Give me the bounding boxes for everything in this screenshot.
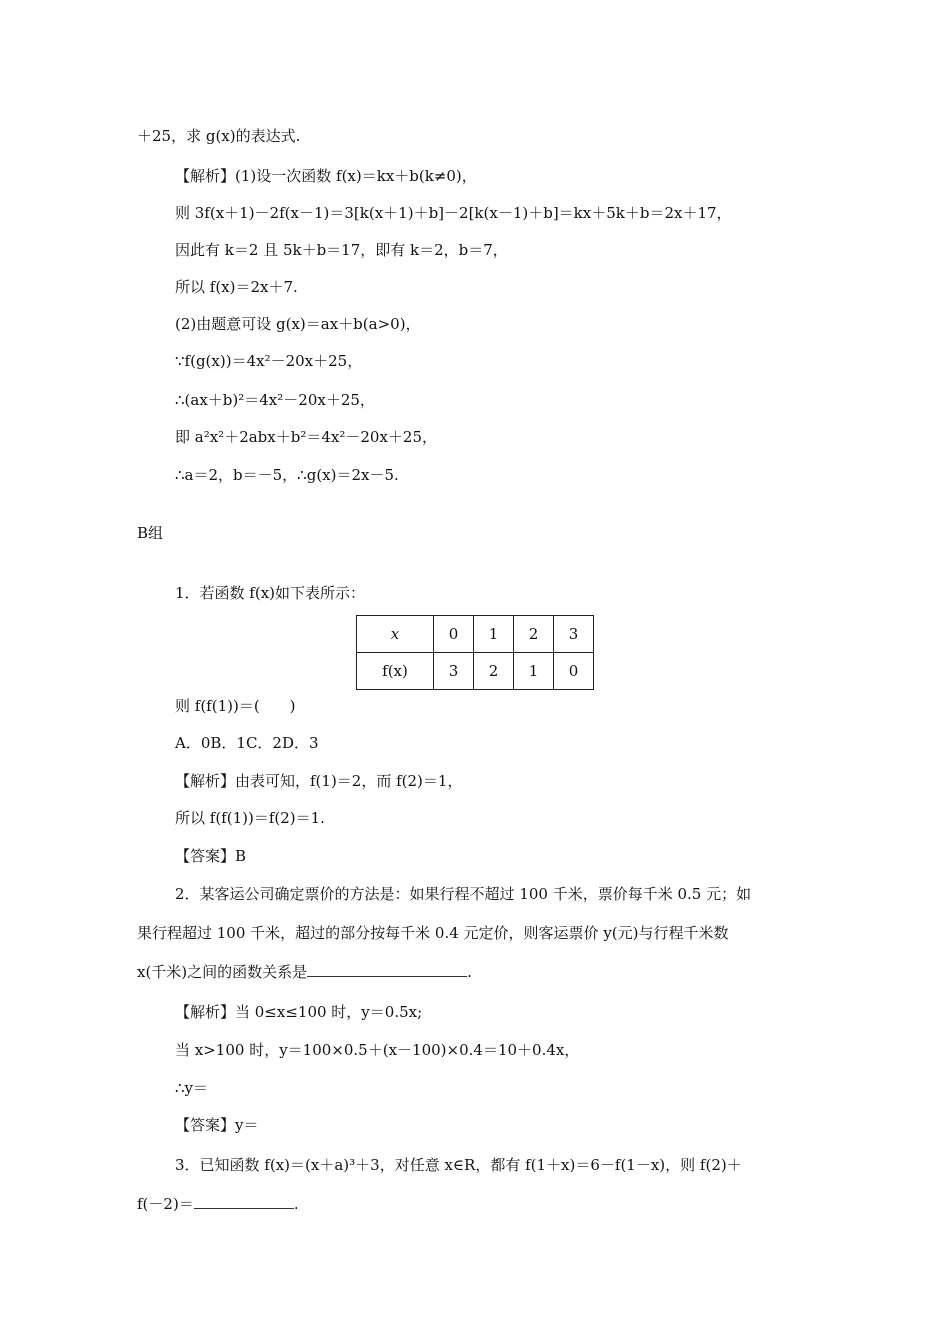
table-cell: 0 [434,616,474,653]
table-cell: 3 [554,616,594,653]
question-1: 1．若函数 f(x)如下表所示： [175,584,366,602]
table-row [357,616,594,653]
period: . [467,963,472,981]
table-cell: 2 [514,616,554,653]
solution-line: 当 x>100 时，y＝100×0.5＋(x－100)×0.4＝10＋0.4x， [175,1041,580,1059]
function-table [356,615,594,690]
question-3-blank-line [137,1194,299,1214]
question-2-text: x(千米)之间的函数关系是 [137,963,308,981]
question-1-choices: A．0B．1C．2D．3 [175,734,319,752]
question-2: 果行程超过 100 千米，超过的部分按每千米 0.4 元定价，则客运票价 y(元)与行程千米数 [137,924,729,942]
question-1-prompt: 则 f(f(1))＝( ) [175,697,296,715]
table-cell: x [357,616,434,653]
answer-line: 【答案】B [175,847,247,865]
solution-line: ∵f(g(x))＝4x²－20x＋25， [175,352,363,370]
table-cell: 1 [514,653,554,690]
table-cell: 0 [554,653,594,690]
solution-line: 所以 f(f(1))＝f(2)＝1. [175,809,325,827]
solution-line: ∴(ax＋b)²＝4x²－20x＋25， [175,391,375,409]
period: . [293,1195,299,1213]
question-3: 3．已知函数 f(x)＝(x＋a)³＋3，对任意 x∈R，都有 f(1＋x)＝6－f(1－x)，则 f(2)＋ [175,1156,742,1174]
solution-line: ∴a＝2，b＝－5，∴g(x)＝2x－5. [175,466,399,484]
answer-blank [194,1194,294,1209]
answer-blank [307,962,467,977]
line-continuation: ＋25，求 g(x)的表达式. [137,127,301,145]
solution-line: 【解析】当 0≤x≤100 时，y＝0.5x; [175,1003,423,1021]
solution-line: ∴y＝ [175,1079,209,1097]
solution-line: 【解析】由表可知，f(1)＝2，而 f(2)＝1， [175,772,463,790]
table-cell: 3 [434,653,474,690]
table-row [357,653,594,690]
question-2-blank-line [137,962,472,982]
solution-line: 即 a²x²＋2abx＋b²＝4x²－20x＋25， [175,428,438,446]
solution-line: 因此有 k＝2 且 5k＋b＝17，即有 k＝2，b＝7， [175,241,508,259]
question-2: 2．某客运公司确定票价的方法是：如果行程不超过 100 千米，票价每千米 0.5 元；如 [175,885,752,903]
answer-line: 【答案】y＝ [175,1116,259,1134]
solution-line: 【解析】(1)设一次函数 f(x)＝kx＋b(k≠0)， [175,167,477,185]
solution-line: 则 3f(x＋1)－2f(x－1)＝3[k(x＋1)＋b]－2[k(x－1)＋b]＝kx＋5k＋b＝2x＋17， [175,204,732,222]
section-heading: B组 [137,524,164,542]
solution-line: 所以 f(x)＝2x＋7. [175,278,298,296]
table-cell: 2 [474,653,514,690]
solution-line: (2)由题意可设 g(x)＝ax＋b(a>0)， [175,315,421,333]
table-cell: f(x) [357,653,434,690]
question-3-text: f(－2)＝ [137,1195,194,1213]
table-cell: 1 [474,616,514,653]
